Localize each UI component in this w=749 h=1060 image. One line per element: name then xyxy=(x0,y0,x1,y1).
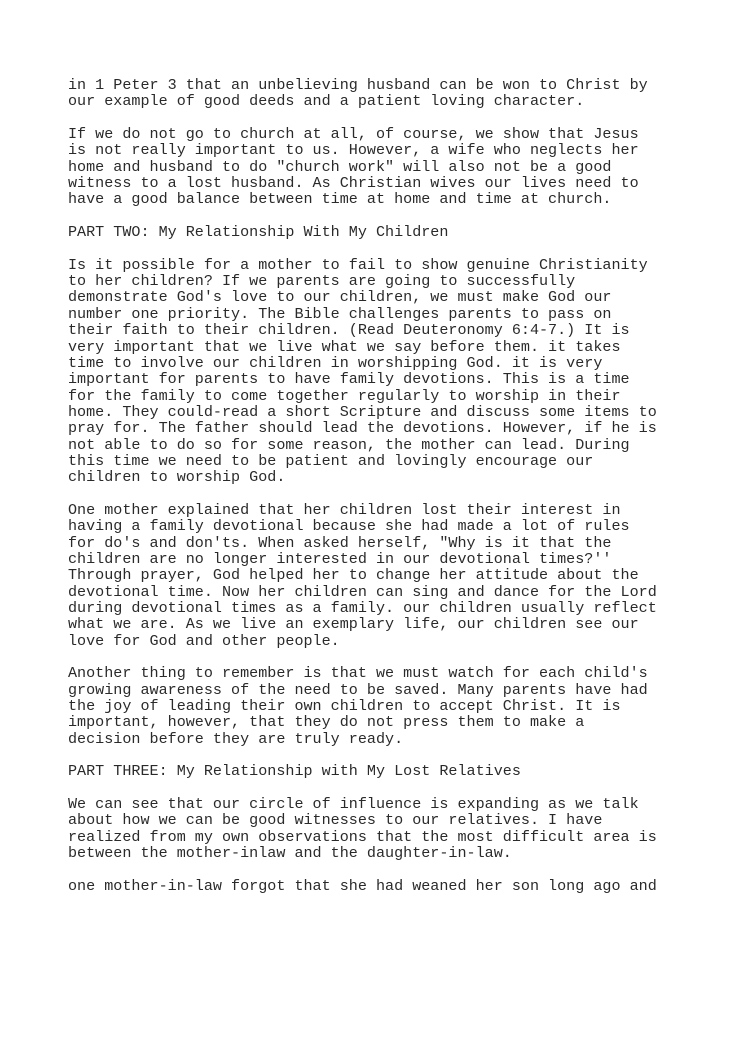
text-line: home and husband to do "church work" will also not be a good xyxy=(68,157,612,176)
text-line: love for God and other people. xyxy=(68,631,340,650)
text-line: PART THREE: My Relationship with My Lost Relatives xyxy=(68,762,521,781)
text-line: devotional time. Now her children can sing and dance for the Lord xyxy=(68,582,657,601)
text-line: home. They could-read a short Scripture and discuss some items to xyxy=(68,402,657,421)
text-line: having a family devotional because she had made a lot of rules xyxy=(68,517,630,536)
text-line: this time we need to be patient and lovingly encourage our xyxy=(68,451,594,470)
paragraph xyxy=(68,77,728,110)
text-line: decision before they are truly ready. xyxy=(68,729,404,748)
text-line: pray for. The father should lead the devotions. However, if he is xyxy=(68,419,657,438)
section-heading xyxy=(68,763,728,779)
text-line: One mother explained that her children lost their interest in xyxy=(68,500,621,519)
text-line: our example of good deeds and a patient loving character. xyxy=(68,92,585,111)
text-line: one mother-in-law forgot that she had weaned her son long ago and xyxy=(68,876,657,895)
text-line: important for parents to have family devotions. This is a time xyxy=(68,370,630,389)
text-line: between the mother-inlaw and the daughter-in-law. xyxy=(68,844,512,863)
text-line: Through prayer, God helped her to change her attitude about the xyxy=(68,566,639,585)
text-line: during devotional times as a family. our children usually reflect xyxy=(68,599,657,617)
document-page xyxy=(68,77,728,911)
text-line: have a good balance between time at home and time at church. xyxy=(68,190,612,209)
text-line: Is it possible for a mother to fail to show genuine Christianity xyxy=(68,255,648,274)
text-line: their faith to their children. (Read Deuteronomy 6:4-7.) It is xyxy=(68,321,630,340)
paragraph xyxy=(68,126,728,208)
text-line: not able to do so for some reason, the mother can lead. During xyxy=(68,435,630,454)
text-line: If we do not go to church at all, of course, we show that Jesus xyxy=(68,125,639,144)
text-line: witness to a lost husband. As Christian wives our lives need to xyxy=(68,174,639,193)
text-line: is not really important to us. However, a wife who neglects her xyxy=(68,141,639,160)
text-line: children are no longer interested in our devotional times?'' xyxy=(68,549,612,568)
text-line: number one priority. The Bible challenges parents to pass on xyxy=(68,304,612,323)
text-line: realized from my own observations that the most difficult area is xyxy=(68,827,657,846)
section-heading xyxy=(68,224,728,240)
paragraph xyxy=(68,502,728,649)
text-line: what we are. As we live an exemplary life, our children see our xyxy=(68,615,639,634)
text-line: in 1 Peter 3 that an unbelieving husband can be won to Christ by xyxy=(68,76,648,94)
text-line: demonstrate God's love to our children, we must make God our xyxy=(68,288,612,307)
text-line: Another thing to remember is that we must watch for each child's xyxy=(68,664,648,683)
text-line: time to involve our children in worshipping God. it is very xyxy=(68,353,603,372)
paragraph xyxy=(68,665,728,747)
text-line: We can see that our circle of influence is expanding as we talk xyxy=(68,795,639,814)
text-line: very important that we live what we say before them. it takes xyxy=(68,337,621,356)
text-line: for do's and don'ts. When asked herself, "Why is it that the xyxy=(68,533,612,552)
text-line: growing awareness of the need to be saved. Many parents have had xyxy=(68,680,648,699)
text-line: for the family to come together regularly to worship in their xyxy=(68,386,621,405)
text-line: important, however, that they do not press them to make a xyxy=(68,713,585,732)
text-line: the joy of leading their own children to accept Christ. It is xyxy=(68,697,621,716)
paragraph xyxy=(68,257,728,486)
text-line: to her children? If we parents are going to successfully xyxy=(68,272,576,291)
paragraph xyxy=(68,796,728,861)
paragraph xyxy=(68,878,728,894)
text-line: PART TWO: My Relationship With My Children xyxy=(68,223,449,242)
text-line: children to worship God. xyxy=(68,468,286,487)
text-line: about how we can be good witnesses to our relatives. I have xyxy=(68,811,603,830)
